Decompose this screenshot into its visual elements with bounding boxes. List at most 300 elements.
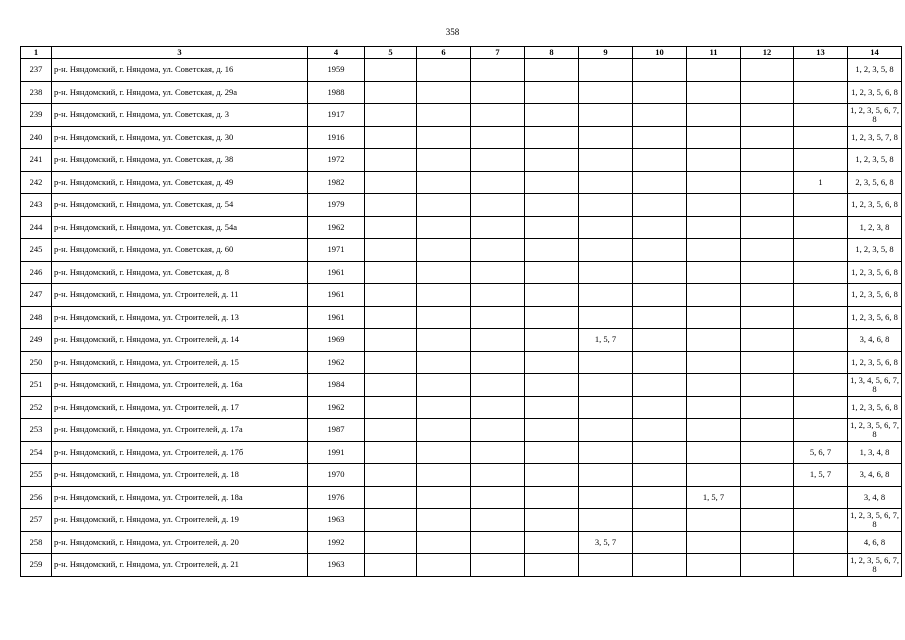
year-cell: 1987 bbox=[308, 419, 365, 442]
column-5-cell bbox=[365, 531, 417, 554]
year-cell: 1917 bbox=[308, 104, 365, 127]
table-row bbox=[21, 441, 902, 464]
column-9-cell bbox=[579, 216, 633, 239]
column-6-cell bbox=[417, 464, 471, 487]
row-number-cell: 239 bbox=[21, 104, 52, 127]
address-cell: р-н. Няндомский, г. Няндома, ул. Советская, д. 3 bbox=[52, 104, 308, 127]
row-number-cell: 240 bbox=[21, 126, 52, 149]
housing-register-table bbox=[20, 46, 902, 577]
column-11-cell bbox=[687, 171, 741, 194]
column-12-cell bbox=[741, 464, 794, 487]
column-12-cell bbox=[741, 194, 794, 217]
column-6-cell bbox=[417, 261, 471, 284]
column-6-cell bbox=[417, 419, 471, 442]
column-9-cell bbox=[579, 81, 633, 104]
column-7-cell bbox=[471, 554, 525, 577]
column-12-cell bbox=[741, 486, 794, 509]
column-7-cell bbox=[471, 464, 525, 487]
column-8-cell bbox=[525, 464, 579, 487]
column-10-cell bbox=[633, 284, 687, 307]
column-12-cell bbox=[741, 59, 794, 82]
column-14-cell: 1, 2, 3, 5, 6, 8 bbox=[848, 351, 902, 374]
row-number-cell: 248 bbox=[21, 306, 52, 329]
column-14-cell: 1, 2, 3, 5, 7, 8 bbox=[848, 126, 902, 149]
column-7-cell bbox=[471, 126, 525, 149]
column-13-cell bbox=[794, 261, 848, 284]
column-5-cell bbox=[365, 171, 417, 194]
column-12-cell bbox=[741, 239, 794, 262]
column-6-cell bbox=[417, 149, 471, 172]
column-10-cell bbox=[633, 351, 687, 374]
address-cell: р-н. Няндомский, г. Няндома, ул. Строителей, д. 11 bbox=[52, 284, 308, 307]
year-cell: 1976 bbox=[308, 486, 365, 509]
table-body bbox=[21, 59, 902, 577]
column-11-cell bbox=[687, 464, 741, 487]
column-11-cell bbox=[687, 261, 741, 284]
column-5-cell bbox=[365, 554, 417, 577]
year-cell: 1979 bbox=[308, 194, 365, 217]
column-14-cell: 3, 4, 6, 8 bbox=[848, 329, 902, 352]
year-cell: 1963 bbox=[308, 509, 365, 532]
column-9-cell bbox=[579, 239, 633, 262]
column-11-cell bbox=[687, 396, 741, 419]
column-14-cell: 1, 2, 3, 5, 6, 8 bbox=[848, 194, 902, 217]
column-13-cell bbox=[794, 104, 848, 127]
column-14-cell: 1, 2, 3, 5, 6, 8 bbox=[848, 284, 902, 307]
column-8-cell bbox=[525, 239, 579, 262]
column-6-cell bbox=[417, 486, 471, 509]
column-7-cell bbox=[471, 531, 525, 554]
column-5-cell bbox=[365, 261, 417, 284]
column-9-cell bbox=[579, 194, 633, 217]
year-cell: 1991 bbox=[308, 441, 365, 464]
address-cell: р-н. Няндомский, г. Няндома, ул. Строителей, д. 19 bbox=[52, 509, 308, 532]
column-8-cell bbox=[525, 261, 579, 284]
column-13-cell bbox=[794, 59, 848, 82]
table-row bbox=[21, 126, 902, 149]
year-cell: 1916 bbox=[308, 126, 365, 149]
row-number-cell: 254 bbox=[21, 441, 52, 464]
column-11-cell bbox=[687, 306, 741, 329]
column-8-cell bbox=[525, 329, 579, 352]
column-14-cell: 1, 2, 3, 5, 6, 7, 8 bbox=[848, 419, 902, 442]
column-12-cell bbox=[741, 284, 794, 307]
table-row bbox=[21, 216, 902, 239]
table-row bbox=[21, 171, 902, 194]
column-14-cell: 1, 2, 3, 5, 6, 7, 8 bbox=[848, 509, 902, 532]
column-7-cell bbox=[471, 261, 525, 284]
column-8-cell bbox=[525, 81, 579, 104]
column-7-cell bbox=[471, 149, 525, 172]
column-7-cell bbox=[471, 239, 525, 262]
year-cell: 1970 bbox=[308, 464, 365, 487]
year-cell: 1962 bbox=[308, 351, 365, 374]
column-7-cell bbox=[471, 284, 525, 307]
row-number-cell: 252 bbox=[21, 396, 52, 419]
table-row bbox=[21, 329, 902, 352]
column-10-cell bbox=[633, 486, 687, 509]
column-14-cell: 1, 2, 3, 5, 8 bbox=[848, 149, 902, 172]
column-10-cell bbox=[633, 171, 687, 194]
row-number-cell: 244 bbox=[21, 216, 52, 239]
table-row bbox=[21, 149, 902, 172]
year-cell: 1969 bbox=[308, 329, 365, 352]
table-row bbox=[21, 531, 902, 554]
address-cell: р-н. Няндомский, г. Няндома, ул. Советская, д. 38 bbox=[52, 149, 308, 172]
column-13-cell bbox=[794, 374, 848, 397]
column-5-cell bbox=[365, 329, 417, 352]
column-11-cell bbox=[687, 59, 741, 82]
column-11-cell bbox=[687, 554, 741, 577]
address-cell: р-н. Няндомский, г. Няндома, ул. Строителей, д. 13 bbox=[52, 306, 308, 329]
year-cell: 1984 bbox=[308, 374, 365, 397]
column-5-cell bbox=[365, 306, 417, 329]
column-10-cell bbox=[633, 396, 687, 419]
column-11-cell bbox=[687, 374, 741, 397]
column-header: 5 bbox=[365, 47, 417, 59]
column-13-cell bbox=[794, 329, 848, 352]
address-cell: р-н. Няндомский, г. Няндома, ул. Советская, д. 49 bbox=[52, 171, 308, 194]
column-8-cell bbox=[525, 194, 579, 217]
address-cell: р-н. Няндомский, г. Няндома, ул. Советская, д. 8 bbox=[52, 261, 308, 284]
column-8-cell bbox=[525, 59, 579, 82]
address-cell: р-н. Няндомский, г. Няндома, ул. Строителей, д. 18 bbox=[52, 464, 308, 487]
column-6-cell bbox=[417, 104, 471, 127]
year-cell: 1961 bbox=[308, 284, 365, 307]
column-12-cell bbox=[741, 306, 794, 329]
column-10-cell bbox=[633, 441, 687, 464]
column-12-cell bbox=[741, 104, 794, 127]
column-12-cell bbox=[741, 216, 794, 239]
column-14-cell: 1, 2, 3, 5, 6, 7, 8 bbox=[848, 104, 902, 127]
table-row bbox=[21, 104, 902, 127]
column-8-cell bbox=[525, 149, 579, 172]
column-header: 9 bbox=[579, 47, 633, 59]
column-14-cell: 1, 3, 4, 8 bbox=[848, 441, 902, 464]
row-number-cell: 242 bbox=[21, 171, 52, 194]
column-13-cell bbox=[794, 284, 848, 307]
column-7-cell bbox=[471, 396, 525, 419]
address-cell: р-н. Няндомский, г. Няндома, ул. Строителей, д. 14 bbox=[52, 329, 308, 352]
column-6-cell bbox=[417, 554, 471, 577]
column-10-cell bbox=[633, 81, 687, 104]
column-8-cell bbox=[525, 351, 579, 374]
column-8-cell bbox=[525, 374, 579, 397]
column-13-cell bbox=[794, 396, 848, 419]
table-row bbox=[21, 486, 902, 509]
column-13-cell: 1, 5, 7 bbox=[794, 464, 848, 487]
column-8-cell bbox=[525, 306, 579, 329]
column-14-cell: 4, 6, 8 bbox=[848, 531, 902, 554]
column-14-cell: 1, 2, 3, 5, 6, 8 bbox=[848, 81, 902, 104]
column-5-cell bbox=[365, 216, 417, 239]
column-12-cell bbox=[741, 509, 794, 532]
column-5-cell bbox=[365, 464, 417, 487]
column-14-cell: 1, 2, 3, 5, 8 bbox=[848, 59, 902, 82]
column-6-cell bbox=[417, 396, 471, 419]
address-cell: р-н. Няндомский, г. Няндома, ул. Строителей, д. 17 bbox=[52, 396, 308, 419]
column-7-cell bbox=[471, 104, 525, 127]
column-9-cell: 1, 5, 7 bbox=[579, 329, 633, 352]
column-6-cell bbox=[417, 306, 471, 329]
column-12-cell bbox=[741, 554, 794, 577]
year-cell: 1982 bbox=[308, 171, 365, 194]
year-cell: 1961 bbox=[308, 306, 365, 329]
column-5-cell bbox=[365, 104, 417, 127]
row-number-cell: 245 bbox=[21, 239, 52, 262]
column-11-cell bbox=[687, 329, 741, 352]
column-12-cell bbox=[741, 171, 794, 194]
column-14-cell: 3, 4, 6, 8 bbox=[848, 464, 902, 487]
address-cell: р-н. Няндомский, г. Няндома, ул. Строителей, д. 21 bbox=[52, 554, 308, 577]
column-8-cell bbox=[525, 171, 579, 194]
column-13-cell bbox=[794, 149, 848, 172]
column-7-cell bbox=[471, 486, 525, 509]
column-10-cell bbox=[633, 306, 687, 329]
column-7-cell bbox=[471, 441, 525, 464]
address-cell: р-н. Няндомский, г. Няндома, ул. Строителей, д. 17б bbox=[52, 441, 308, 464]
column-10-cell bbox=[633, 509, 687, 532]
row-number-cell: 247 bbox=[21, 284, 52, 307]
column-6-cell bbox=[417, 374, 471, 397]
row-number-cell: 237 bbox=[21, 59, 52, 82]
column-12-cell bbox=[741, 329, 794, 352]
column-11-cell bbox=[687, 531, 741, 554]
year-cell: 1992 bbox=[308, 531, 365, 554]
column-14-cell: 1, 2, 3, 5, 6, 8 bbox=[848, 261, 902, 284]
row-number-cell: 251 bbox=[21, 374, 52, 397]
year-cell: 1988 bbox=[308, 81, 365, 104]
column-10-cell bbox=[633, 531, 687, 554]
column-13-cell bbox=[794, 216, 848, 239]
column-10-cell bbox=[633, 104, 687, 127]
address-cell: р-н. Няндомский, г. Няндома, ул. Советская, д. 29а bbox=[52, 81, 308, 104]
row-number-cell: 249 bbox=[21, 329, 52, 352]
table-row bbox=[21, 396, 902, 419]
column-6-cell bbox=[417, 81, 471, 104]
column-7-cell bbox=[471, 351, 525, 374]
column-11-cell bbox=[687, 419, 741, 442]
column-6-cell bbox=[417, 239, 471, 262]
table-row bbox=[21, 374, 902, 397]
column-9-cell bbox=[579, 509, 633, 532]
column-9-cell bbox=[579, 396, 633, 419]
column-8-cell bbox=[525, 284, 579, 307]
table-row bbox=[21, 194, 902, 217]
column-9-cell bbox=[579, 554, 633, 577]
column-6-cell bbox=[417, 531, 471, 554]
address-cell: р-н. Няндомский, г. Няндома, ул. Советская, д. 54а bbox=[52, 216, 308, 239]
column-11-cell bbox=[687, 149, 741, 172]
column-5-cell bbox=[365, 396, 417, 419]
column-6-cell bbox=[417, 216, 471, 239]
address-cell: р-н. Няндомский, г. Няндома, ул. Строителей, д. 18а bbox=[52, 486, 308, 509]
column-5-cell bbox=[365, 149, 417, 172]
column-10-cell bbox=[633, 329, 687, 352]
row-number-cell: 241 bbox=[21, 149, 52, 172]
row-number-cell: 257 bbox=[21, 509, 52, 532]
column-5-cell bbox=[365, 284, 417, 307]
column-7-cell bbox=[471, 374, 525, 397]
column-11-cell bbox=[687, 284, 741, 307]
year-cell: 1972 bbox=[308, 149, 365, 172]
column-11-cell bbox=[687, 239, 741, 262]
address-cell: р-н. Няндомский, г. Няндома, ул. Строителей, д. 15 bbox=[52, 351, 308, 374]
column-12-cell bbox=[741, 351, 794, 374]
table-row bbox=[21, 81, 902, 104]
table-row bbox=[21, 464, 902, 487]
column-9-cell bbox=[579, 464, 633, 487]
column-14-cell: 1, 2, 3, 5, 6, 8 bbox=[848, 306, 902, 329]
column-5-cell bbox=[365, 351, 417, 374]
column-11-cell: 1, 5, 7 bbox=[687, 486, 741, 509]
column-10-cell bbox=[633, 554, 687, 577]
column-12-cell bbox=[741, 396, 794, 419]
column-14-cell: 1, 2, 3, 5, 6, 8 bbox=[848, 396, 902, 419]
table-row bbox=[21, 509, 902, 532]
column-8-cell bbox=[525, 531, 579, 554]
column-5-cell bbox=[365, 486, 417, 509]
column-11-cell bbox=[687, 104, 741, 127]
column-13-cell bbox=[794, 486, 848, 509]
column-header: 14 bbox=[848, 47, 902, 59]
column-11-cell bbox=[687, 194, 741, 217]
column-13-cell bbox=[794, 419, 848, 442]
column-11-cell bbox=[687, 216, 741, 239]
column-8-cell bbox=[525, 104, 579, 127]
column-8-cell bbox=[525, 216, 579, 239]
column-14-cell: 1, 2, 3, 8 bbox=[848, 216, 902, 239]
column-12-cell bbox=[741, 261, 794, 284]
column-9-cell: 3, 5, 7 bbox=[579, 531, 633, 554]
row-number-cell: 258 bbox=[21, 531, 52, 554]
column-13-cell: 5, 6, 7 bbox=[794, 441, 848, 464]
column-12-cell bbox=[741, 374, 794, 397]
column-8-cell bbox=[525, 419, 579, 442]
column-6-cell bbox=[417, 441, 471, 464]
column-10-cell bbox=[633, 239, 687, 262]
column-10-cell bbox=[633, 126, 687, 149]
column-header: 10 bbox=[633, 47, 687, 59]
table-row bbox=[21, 59, 902, 82]
column-5-cell bbox=[365, 509, 417, 532]
column-6-cell bbox=[417, 59, 471, 82]
column-12-cell bbox=[741, 531, 794, 554]
column-9-cell bbox=[579, 104, 633, 127]
column-5-cell bbox=[365, 239, 417, 262]
column-10-cell bbox=[633, 149, 687, 172]
address-cell: р-н. Няндомский, г. Няндома, ул. Советская, д. 16 bbox=[52, 59, 308, 82]
column-6-cell bbox=[417, 171, 471, 194]
column-5-cell bbox=[365, 441, 417, 464]
column-13-cell bbox=[794, 81, 848, 104]
column-13-cell bbox=[794, 306, 848, 329]
column-6-cell bbox=[417, 329, 471, 352]
table-row bbox=[21, 306, 902, 329]
address-cell: р-н. Няндомский, г. Няндома, ул. Советская, д. 54 bbox=[52, 194, 308, 217]
column-header: 4 bbox=[308, 47, 365, 59]
column-6-cell bbox=[417, 284, 471, 307]
column-7-cell bbox=[471, 81, 525, 104]
column-6-cell bbox=[417, 509, 471, 532]
column-14-cell: 1, 3, 4, 5, 6, 7, 8 bbox=[848, 374, 902, 397]
column-header: 12 bbox=[741, 47, 794, 59]
column-6-cell bbox=[417, 194, 471, 217]
column-13-cell bbox=[794, 194, 848, 217]
column-header: 6 bbox=[417, 47, 471, 59]
header-row bbox=[21, 47, 902, 59]
row-number-cell: 238 bbox=[21, 81, 52, 104]
column-11-cell bbox=[687, 126, 741, 149]
column-10-cell bbox=[633, 464, 687, 487]
column-10-cell bbox=[633, 216, 687, 239]
column-10-cell bbox=[633, 194, 687, 217]
column-8-cell bbox=[525, 396, 579, 419]
address-cell: р-н. Няндомский, г. Няндома, ул. Советская, д. 30 bbox=[52, 126, 308, 149]
column-5-cell bbox=[365, 126, 417, 149]
column-9-cell bbox=[579, 171, 633, 194]
row-number-cell: 256 bbox=[21, 486, 52, 509]
column-7-cell bbox=[471, 306, 525, 329]
column-5-cell bbox=[365, 59, 417, 82]
row-number-cell: 255 bbox=[21, 464, 52, 487]
column-5-cell bbox=[365, 81, 417, 104]
column-9-cell bbox=[579, 59, 633, 82]
column-7-cell bbox=[471, 194, 525, 217]
column-header: 1 bbox=[21, 47, 52, 59]
table-row bbox=[21, 351, 902, 374]
column-9-cell bbox=[579, 486, 633, 509]
column-6-cell bbox=[417, 351, 471, 374]
column-8-cell bbox=[525, 486, 579, 509]
year-cell: 1959 bbox=[308, 59, 365, 82]
column-13-cell: 1 bbox=[794, 171, 848, 194]
table-row bbox=[21, 284, 902, 307]
column-13-cell bbox=[794, 239, 848, 262]
row-number-cell: 250 bbox=[21, 351, 52, 374]
column-8-cell bbox=[525, 554, 579, 577]
column-13-cell bbox=[794, 531, 848, 554]
column-5-cell bbox=[365, 374, 417, 397]
column-9-cell bbox=[579, 149, 633, 172]
column-11-cell bbox=[687, 441, 741, 464]
table-row bbox=[21, 261, 902, 284]
column-10-cell bbox=[633, 374, 687, 397]
column-11-cell bbox=[687, 351, 741, 374]
column-13-cell bbox=[794, 126, 848, 149]
page-number: 358 bbox=[445, 27, 460, 37]
column-9-cell bbox=[579, 306, 633, 329]
column-7-cell bbox=[471, 59, 525, 82]
column-14-cell: 3, 4, 8 bbox=[848, 486, 902, 509]
row-number-cell: 259 bbox=[21, 554, 52, 577]
address-cell: р-н. Няндомский, г. Няндома, ул. Строителей, д. 17а bbox=[52, 419, 308, 442]
column-13-cell bbox=[794, 351, 848, 374]
column-9-cell bbox=[579, 419, 633, 442]
column-10-cell bbox=[633, 261, 687, 284]
table-row bbox=[21, 239, 902, 262]
row-number-cell: 246 bbox=[21, 261, 52, 284]
year-cell: 1963 bbox=[308, 554, 365, 577]
column-10-cell bbox=[633, 59, 687, 82]
year-cell: 1962 bbox=[308, 216, 365, 239]
column-9-cell bbox=[579, 374, 633, 397]
column-7-cell bbox=[471, 329, 525, 352]
table-row bbox=[21, 554, 902, 577]
column-13-cell bbox=[794, 554, 848, 577]
column-header: 3 bbox=[52, 47, 308, 59]
column-11-cell bbox=[687, 81, 741, 104]
